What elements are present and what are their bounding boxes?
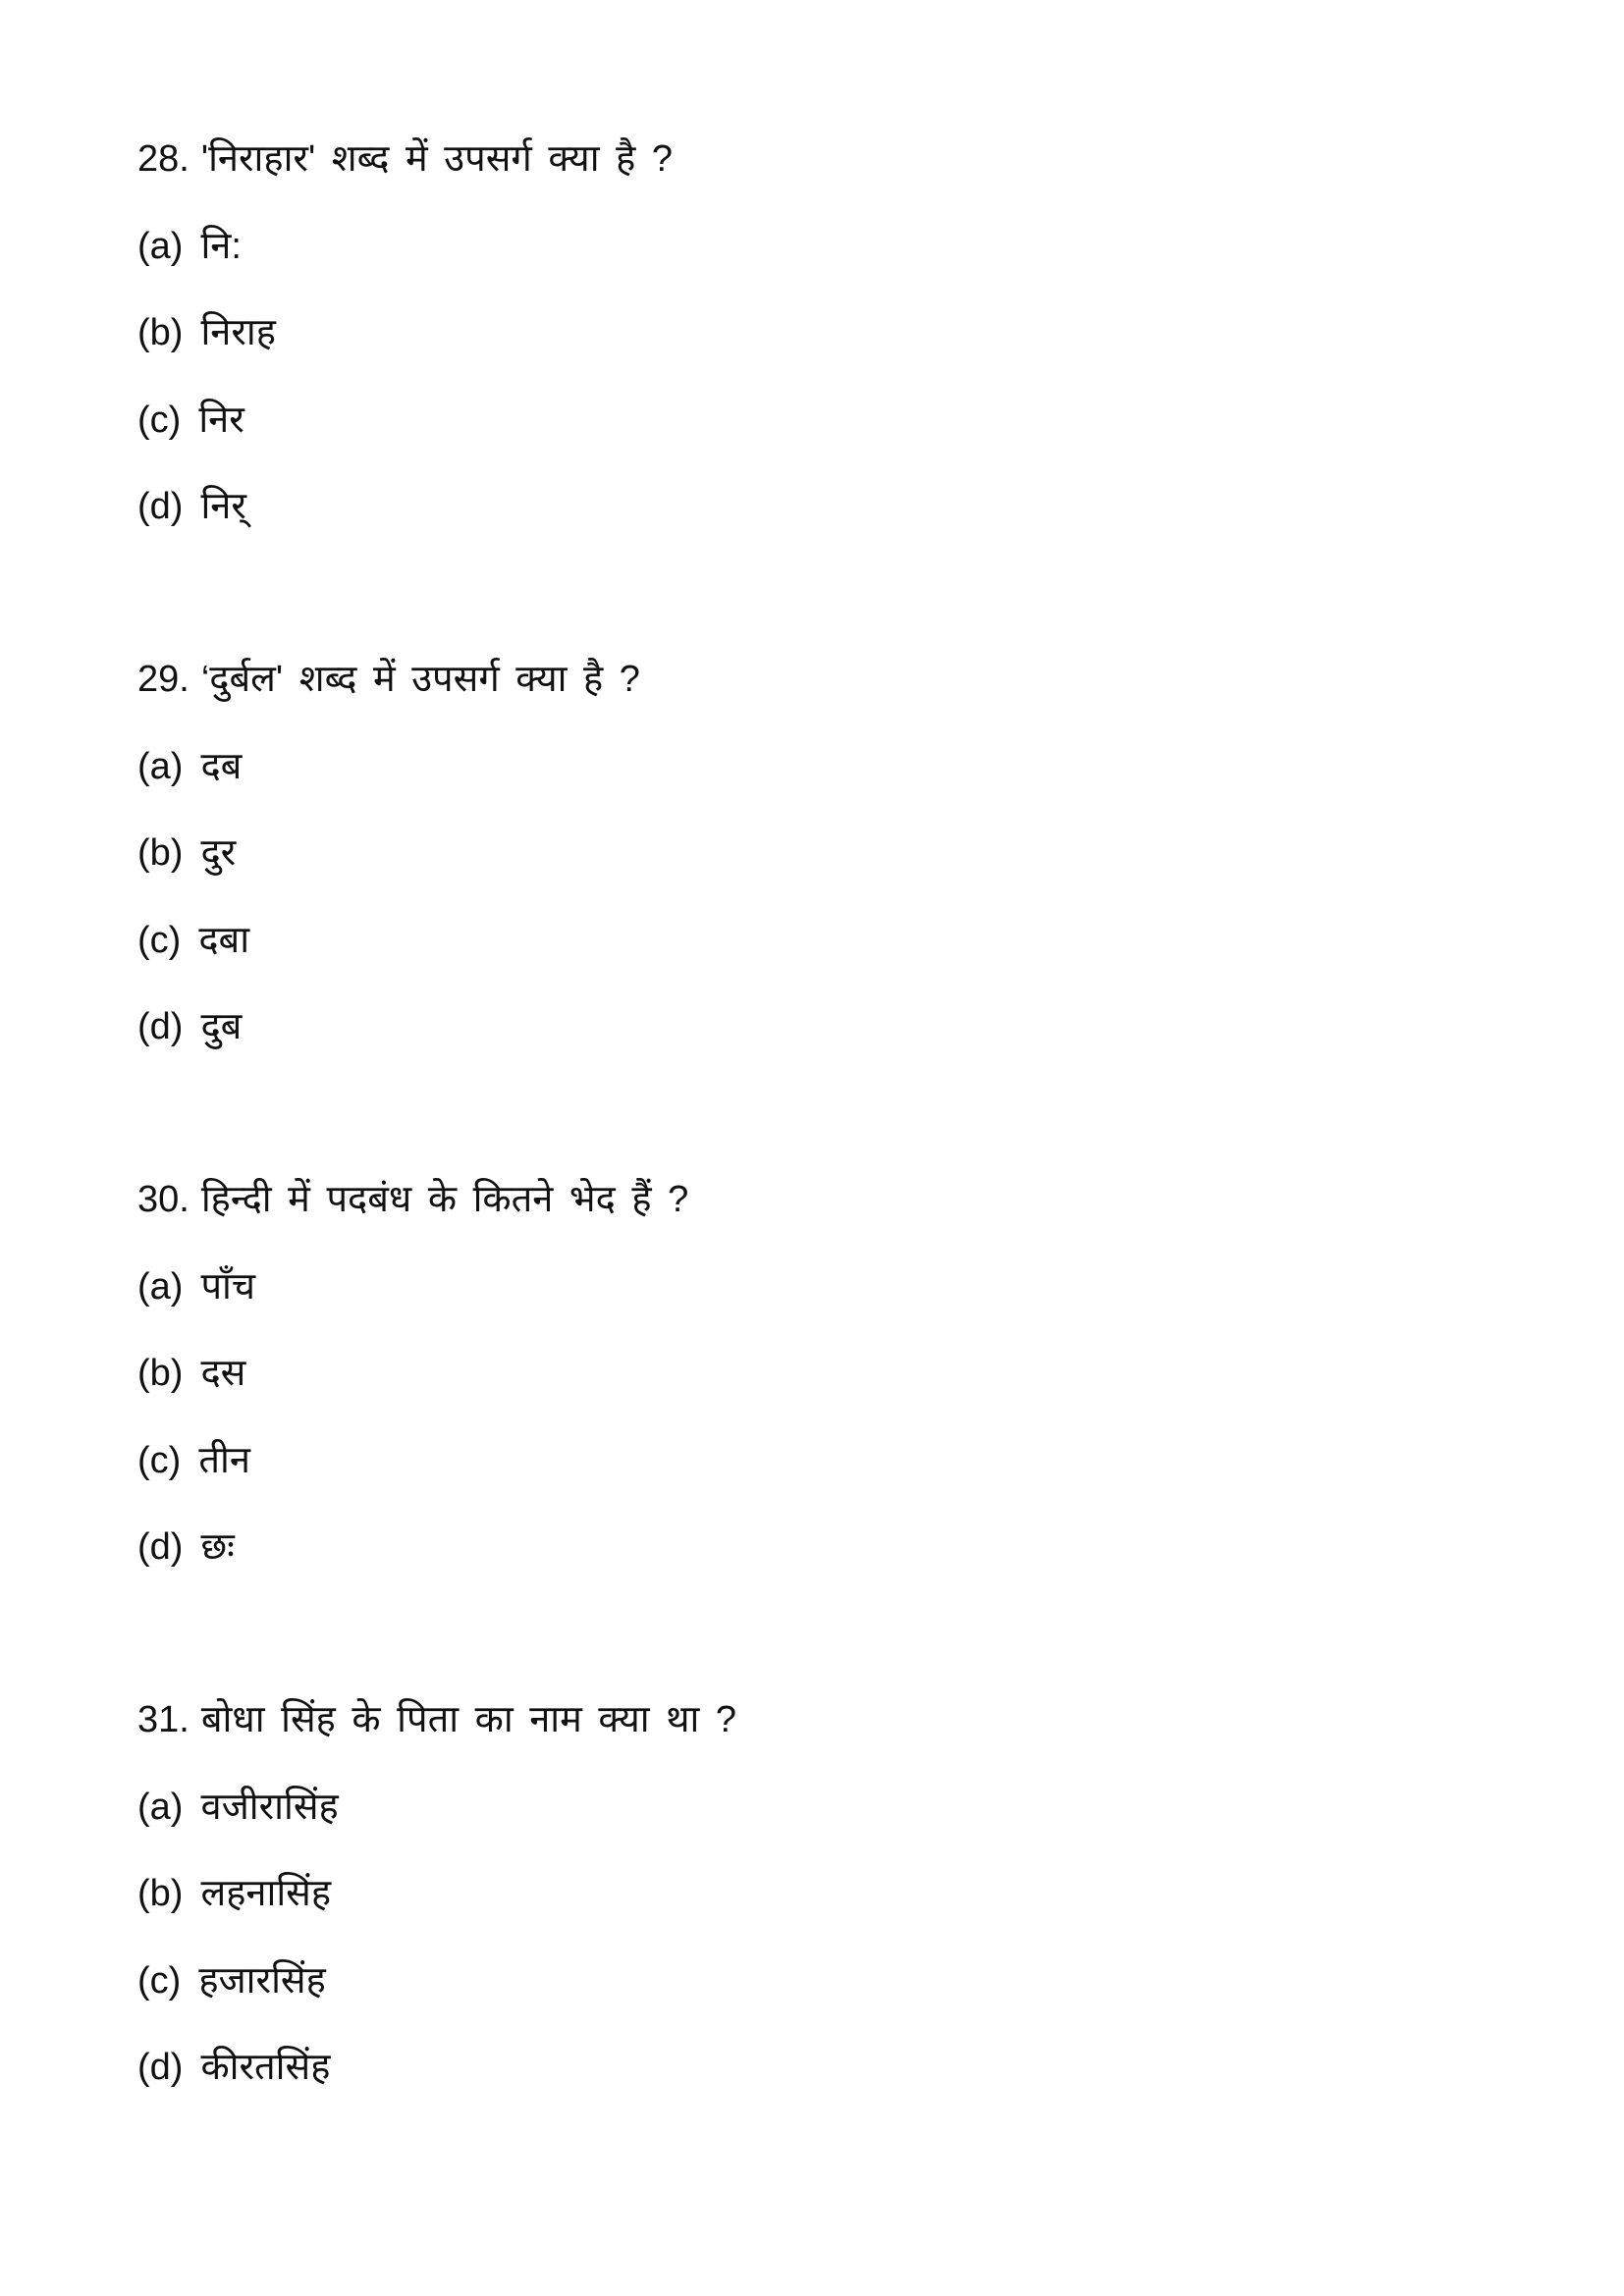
question-stem: हिन्दी में पदबंध के कितने भेद हैं ? [200, 1179, 689, 1220]
option-text: दब [200, 745, 243, 787]
answer-option [137, 1938, 1512, 2025]
answer-option [137, 290, 1512, 377]
question-stem: 'निराहार' शब्द में उपसर्ग क्या है ? [200, 138, 673, 180]
answer-option [137, 810, 1512, 897]
answer-option [137, 1764, 1512, 1851]
answer-option [137, 1244, 1512, 1331]
option-label: (b) [137, 312, 184, 354]
option-text: दस [200, 1353, 246, 1395]
option-label: (a) [137, 1786, 184, 1828]
option-label: (c) [137, 1439, 182, 1481]
answer-option [137, 897, 1512, 985]
question-stem: बोधा सिंह के पिता का नाम क्या था ? [200, 1699, 737, 1740]
option-text: छः [200, 1526, 235, 1569]
option-label: (d) [137, 2047, 184, 2089]
option-text: निराह [200, 312, 276, 354]
question-text [137, 116, 1512, 203]
answer-option [137, 1330, 1512, 1417]
question-text [137, 636, 1512, 723]
option-label: (d) [137, 486, 184, 528]
question-block [137, 636, 1512, 1071]
option-text: वजीरासिंह [200, 1786, 339, 1828]
option-text: निर् [200, 486, 246, 528]
question-number: 29. [137, 659, 189, 700]
option-label: (d) [137, 1006, 184, 1048]
option-text: नि: [200, 225, 242, 267]
question-number: 28. [137, 138, 189, 180]
question-number: 30. [137, 1179, 189, 1220]
question-text [137, 1677, 1512, 1764]
option-text: दबा [198, 919, 250, 961]
option-text: दुर [200, 832, 237, 875]
option-label: (c) [137, 919, 182, 961]
option-label: (c) [137, 399, 182, 441]
option-text: पाँच [200, 1265, 256, 1308]
option-text: कीरतसिंह [200, 2047, 331, 2089]
question-block [137, 1156, 1512, 1591]
answer-option [137, 984, 1512, 1071]
option-label: (b) [137, 1873, 184, 1915]
question-stem: ‘दुर्बल' शब्द में उपसर्ग क्या है ? [200, 659, 640, 700]
answer-option [137, 463, 1512, 551]
option-text: लहनासिंह [200, 1873, 332, 1915]
option-label: (a) [137, 745, 184, 787]
answer-option [137, 1417, 1512, 1505]
option-label: (b) [137, 832, 184, 875]
option-label: (a) [137, 1265, 184, 1308]
question-block [137, 1677, 1512, 2111]
question-number: 31. [137, 1699, 189, 1740]
option-text: निर [198, 399, 244, 441]
answer-option [137, 203, 1512, 291]
answer-option [137, 1504, 1512, 1591]
option-text: हजारसिंह [198, 1959, 326, 2002]
option-label: (d) [137, 1526, 184, 1569]
option-label: (a) [137, 225, 184, 267]
answer-option [137, 2024, 1512, 2111]
option-label: (b) [137, 1353, 184, 1395]
option-text: दुब [200, 1006, 243, 1048]
answer-option [137, 723, 1512, 811]
answer-option [137, 1850, 1512, 1938]
question-block [137, 116, 1512, 551]
question-text [137, 1156, 1512, 1244]
answer-option [137, 377, 1512, 464]
option-label: (c) [137, 1959, 182, 2002]
option-text: तीन [198, 1439, 250, 1481]
